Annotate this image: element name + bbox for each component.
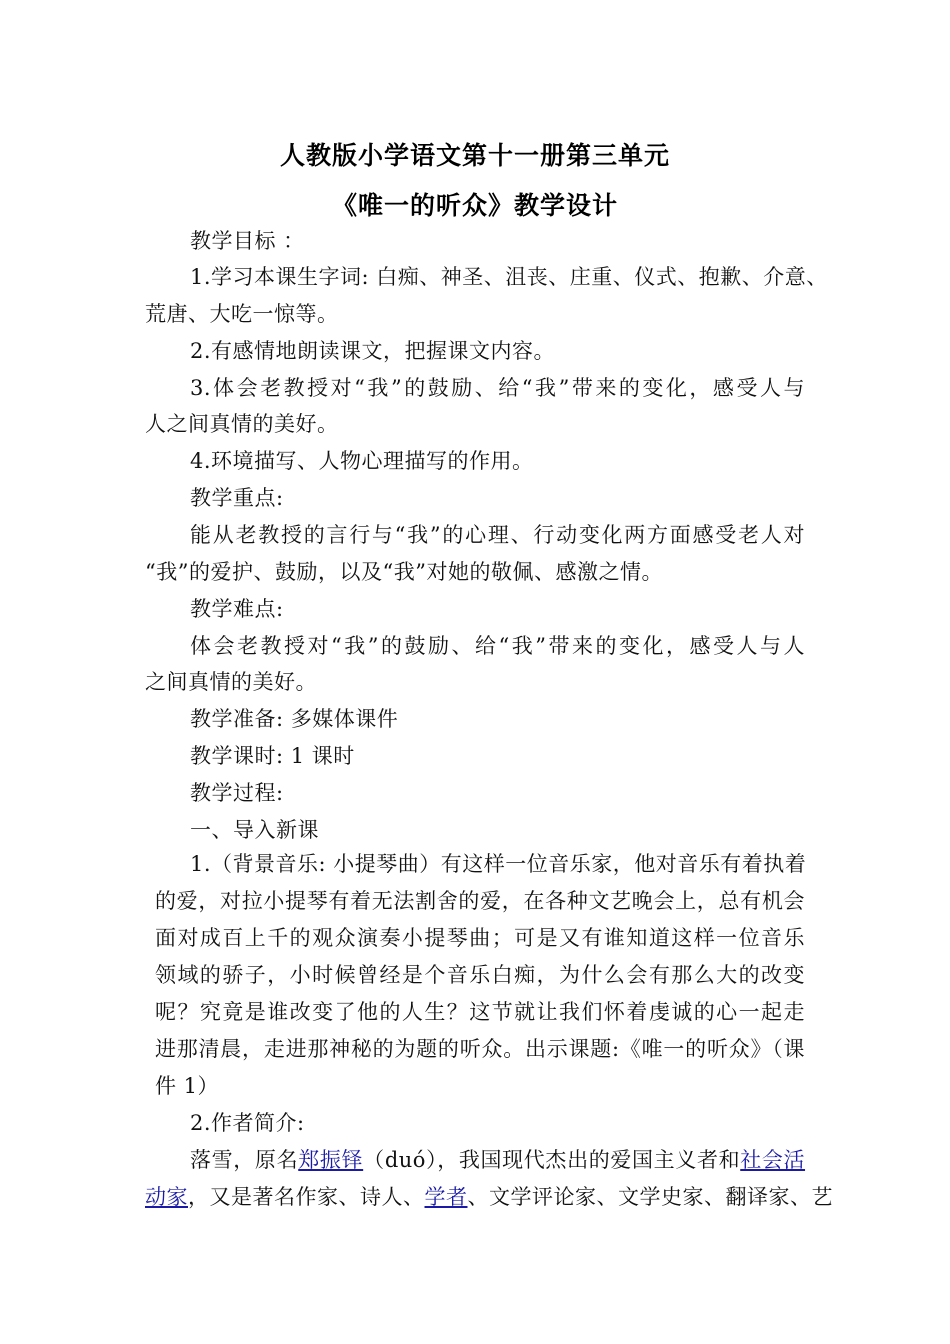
class-hours: 教学课时: 1 课时 (190, 744, 355, 768)
author-text-3: ，又是著名作家、诗人、 (188, 1185, 425, 1209)
intro-line-1: 1.（背景音乐: 小提琴曲）有这样一位音乐家，他对音乐有着执着 (190, 852, 807, 876)
key-points-line-1: 能从老教授的言行与“我”的心理、行动变化两方面感受老人对 (190, 523, 805, 547)
author-text-4: 、文学评论家、文学史家、翻译家、艺 (467, 1185, 833, 1209)
intro-line-3: 面对成百上千的观众演奏小提琴曲；可是又有谁知道这样一位音乐 (155, 926, 805, 950)
process-heading: 教学过程: (190, 781, 284, 805)
document-title: 人教版小学语文第十一册第三单元 (279, 141, 670, 170)
difficulties-line-1: 体会老教授对“我”的鼓励、给“我”带来的变化，感受人与人 (190, 634, 805, 658)
difficulties-heading: 教学难点: (190, 597, 284, 621)
author-line-2 (145, 1183, 833, 1211)
link-social-activist-cont[interactable]: 动家 (145, 1185, 188, 1209)
goal-3-line-2: 人之间真情的美好。 (145, 412, 339, 436)
author-line-1 (190, 1146, 805, 1174)
link-zheng-zhenduo[interactable]: 郑振铎 (298, 1148, 364, 1172)
intro-line-4: 领域的骄子，小时候曾经是个音乐白痴，为什么会有那么大的改变 (155, 963, 805, 987)
link-scholar[interactable]: 学者 (424, 1185, 468, 1209)
goal-3-line-1: 3.体会老教授对“我”的鼓励、给“我”带来的变化，感受人与 (190, 376, 805, 400)
goal-1-line-2: 荒唐、大吃一惊等。 (145, 302, 339, 326)
goal-4: 4.环境描写、人物心理描写的作用。 (190, 449, 534, 473)
author-text-2: （duó），我国现代杰出的爱国主义者和 (363, 1148, 741, 1172)
key-points-line-2: “我”的爱护、鼓励，以及“我”对她的敬佩、感激之情。 (145, 560, 663, 584)
section-1-heading: 一、导入新课 (190, 818, 319, 842)
preparation: 教学准备: 多媒体课件 (190, 707, 399, 731)
key-points-heading: 教学重点: (190, 486, 284, 510)
document-subtitle: 《唯一的听众》教学设计 (331, 191, 618, 220)
goal-2: 2.有感情地朗读课文，把握课文内容。 (190, 339, 556, 363)
author-text-1: 落雪，原名 (190, 1148, 299, 1172)
goal-1-line-1: 1.学习本课生字词: 白痴、神圣、沮丧、庄重、仪式、抱歉、介意、 (190, 265, 828, 289)
author-heading: 2.作者简介: (190, 1111, 305, 1135)
link-social-activist[interactable]: 社会活 (740, 1148, 806, 1172)
intro-line-6: 进那清晨，走进那神秘的为题的听众。出示课题:《唯一的听众》（课 (155, 1037, 805, 1061)
goals-heading: 教学目标 ： (190, 229, 305, 253)
intro-line-7: 件 1） (155, 1074, 220, 1098)
intro-line-2: 的爱，对拉小提琴有着无法割舍的爱，在各种文艺晚会上，总有机会 (155, 889, 805, 913)
difficulties-line-2: 之间真情的美好。 (145, 670, 317, 694)
intro-line-5: 呢？究竟是谁改变了他的人生？这节就让我们怀着虔诚的心一起走 (155, 1000, 805, 1024)
